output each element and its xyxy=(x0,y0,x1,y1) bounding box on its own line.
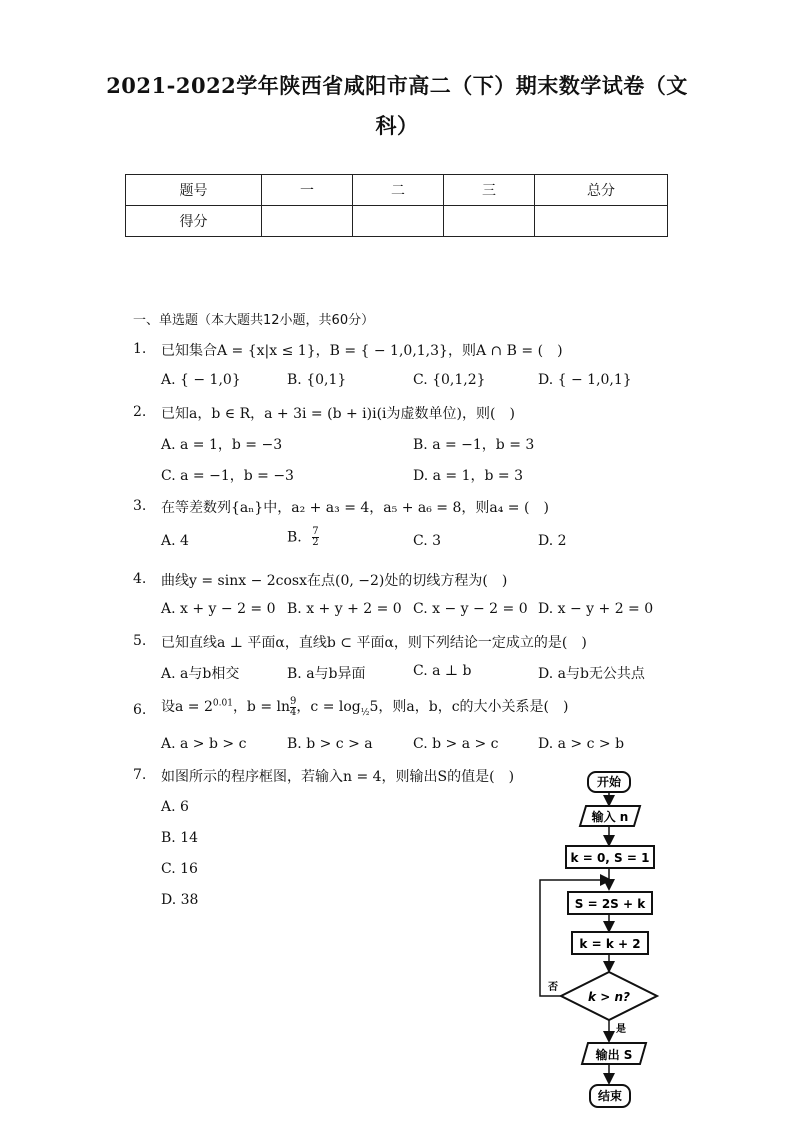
score-header-cell: 三 xyxy=(444,175,535,206)
flow-no-label: 否 xyxy=(548,982,558,993)
fraction-numerator: 9 xyxy=(290,695,297,707)
question-text: 在等差数列{aₙ}中，a₂ + a₃ = 4，a₅ + a₆ = 8，则a₄ = ( ) xyxy=(161,500,549,516)
fraction xyxy=(312,527,318,548)
flow-yes-label: 是 xyxy=(616,1024,626,1035)
score-header-cell: 题号 xyxy=(126,175,262,206)
option: D. 2 xyxy=(538,533,567,549)
option: A. a与b相交 xyxy=(161,666,240,682)
text-segment: 设a = 2 xyxy=(161,699,213,715)
text-segment: 5，则a，b，c的大小关系是( ) xyxy=(369,699,569,715)
flow-start-label: 开始 xyxy=(596,775,622,789)
score-cell xyxy=(353,206,444,237)
question-text: 曲线y = sinx − 2cosx在点(0, −2)处的切线方程为( ) xyxy=(161,573,508,589)
exam-title-line2: 科） xyxy=(375,113,419,138)
option: A. a = 1，b = −3 xyxy=(161,437,283,453)
question-text: 如图所示的程序框图，若输入n = 4，则输出S的值是( ) xyxy=(161,769,515,785)
flowchart xyxy=(530,770,670,1120)
option: C. 16 xyxy=(161,861,198,877)
score-table-score-row xyxy=(126,206,668,237)
text-segment: ，b = ln xyxy=(232,699,291,715)
option: D. a = 1，b = 3 xyxy=(413,468,524,484)
option: C. a ⊥ b xyxy=(413,663,472,679)
question-number: 7. xyxy=(133,767,147,783)
option: D. 38 xyxy=(161,892,199,908)
option: D. { − 1,0,1} xyxy=(538,372,632,388)
score-header-cell: 总分 xyxy=(535,175,668,206)
option-label: B. xyxy=(287,529,302,546)
question-text: 已知集合A = {x|x ≤ 1}，B = { − 1,0,1,3}，则A ∩ B = ( ) xyxy=(161,343,563,359)
score-cell xyxy=(444,206,535,237)
score-header-cell: 一 xyxy=(262,175,353,206)
score-row-label: 得分 xyxy=(126,206,262,237)
score-table xyxy=(125,174,668,237)
option: B. b > c > a xyxy=(287,736,373,752)
question-number: 5. xyxy=(133,633,147,649)
question-number: 1. xyxy=(133,341,147,357)
score-cell xyxy=(262,206,353,237)
option: C. x − y − 2 = 0 xyxy=(413,601,528,617)
flow-input-label: 输入 n xyxy=(591,810,629,824)
option: B. a = −1，b = 3 xyxy=(413,437,535,453)
option: A. 4 xyxy=(161,533,189,549)
option: C. 3 xyxy=(413,533,442,549)
question-number: 6. xyxy=(133,702,147,718)
log-base: ½ xyxy=(360,707,370,718)
fraction-numerator: 7 xyxy=(312,526,319,537)
question-number: 4. xyxy=(133,571,147,587)
score-header-cell: 二 xyxy=(353,175,444,206)
flow-output-label: 输出 S xyxy=(595,1048,633,1062)
question-text: 已知a，b ∈ R，a + 3i = (b + i)i(i为虚数单位)，则( ) xyxy=(161,406,515,422)
option: B. a与b异面 xyxy=(287,666,366,682)
option: D. a > c > b xyxy=(538,736,625,752)
exam-title-line1: 2021-2022学年陕西省咸阳市高二（下）期末数学试卷（文 xyxy=(106,73,688,98)
option: A. x + y − 2 = 0 xyxy=(161,601,276,617)
option: C. a = −1，b = −3 xyxy=(161,468,294,484)
option: C. {0,1,2} xyxy=(413,372,486,388)
question-number: 2. xyxy=(133,404,147,420)
option: D. x − y + 2 = 0 xyxy=(538,601,654,617)
score-cell xyxy=(535,206,668,237)
question-text: 已知直线a ⊥ 平面α，直线b ⊂ 平面α，则下列结论一定成立的是( ) xyxy=(161,635,587,651)
option: B. {0,1} xyxy=(287,372,347,388)
flow-step2-label: k = k + 2 xyxy=(579,937,641,951)
fraction-denominator: 4 xyxy=(290,706,297,718)
flow-condition-label: k > n? xyxy=(588,990,630,1004)
text-segment: ，c = log xyxy=(296,699,361,715)
option: B. 14 xyxy=(161,830,199,846)
section-heading: 一、单选题（本大题共12小题，共60分） xyxy=(133,313,375,328)
flow-init-label: k = 0, S = 1 xyxy=(570,851,650,865)
flow-step1-label: S = 2S + k xyxy=(574,897,646,911)
option: A. 6 xyxy=(161,799,189,815)
fraction-denominator: 2 xyxy=(312,537,319,548)
score-table-header-row xyxy=(126,175,668,206)
option: B. x + y + 2 = 0 xyxy=(287,601,402,617)
option: D. a与b无公共点 xyxy=(538,666,645,682)
flow-end-label: 结束 xyxy=(597,1089,623,1103)
option: C. b > a > c xyxy=(413,736,499,752)
question-number: 3. xyxy=(133,498,147,514)
option: A. a > b > c xyxy=(161,736,247,752)
option xyxy=(287,527,319,548)
exponent: 0.01 xyxy=(212,698,233,709)
question-text xyxy=(161,696,568,718)
option: A. { − 1,0} xyxy=(161,372,241,388)
